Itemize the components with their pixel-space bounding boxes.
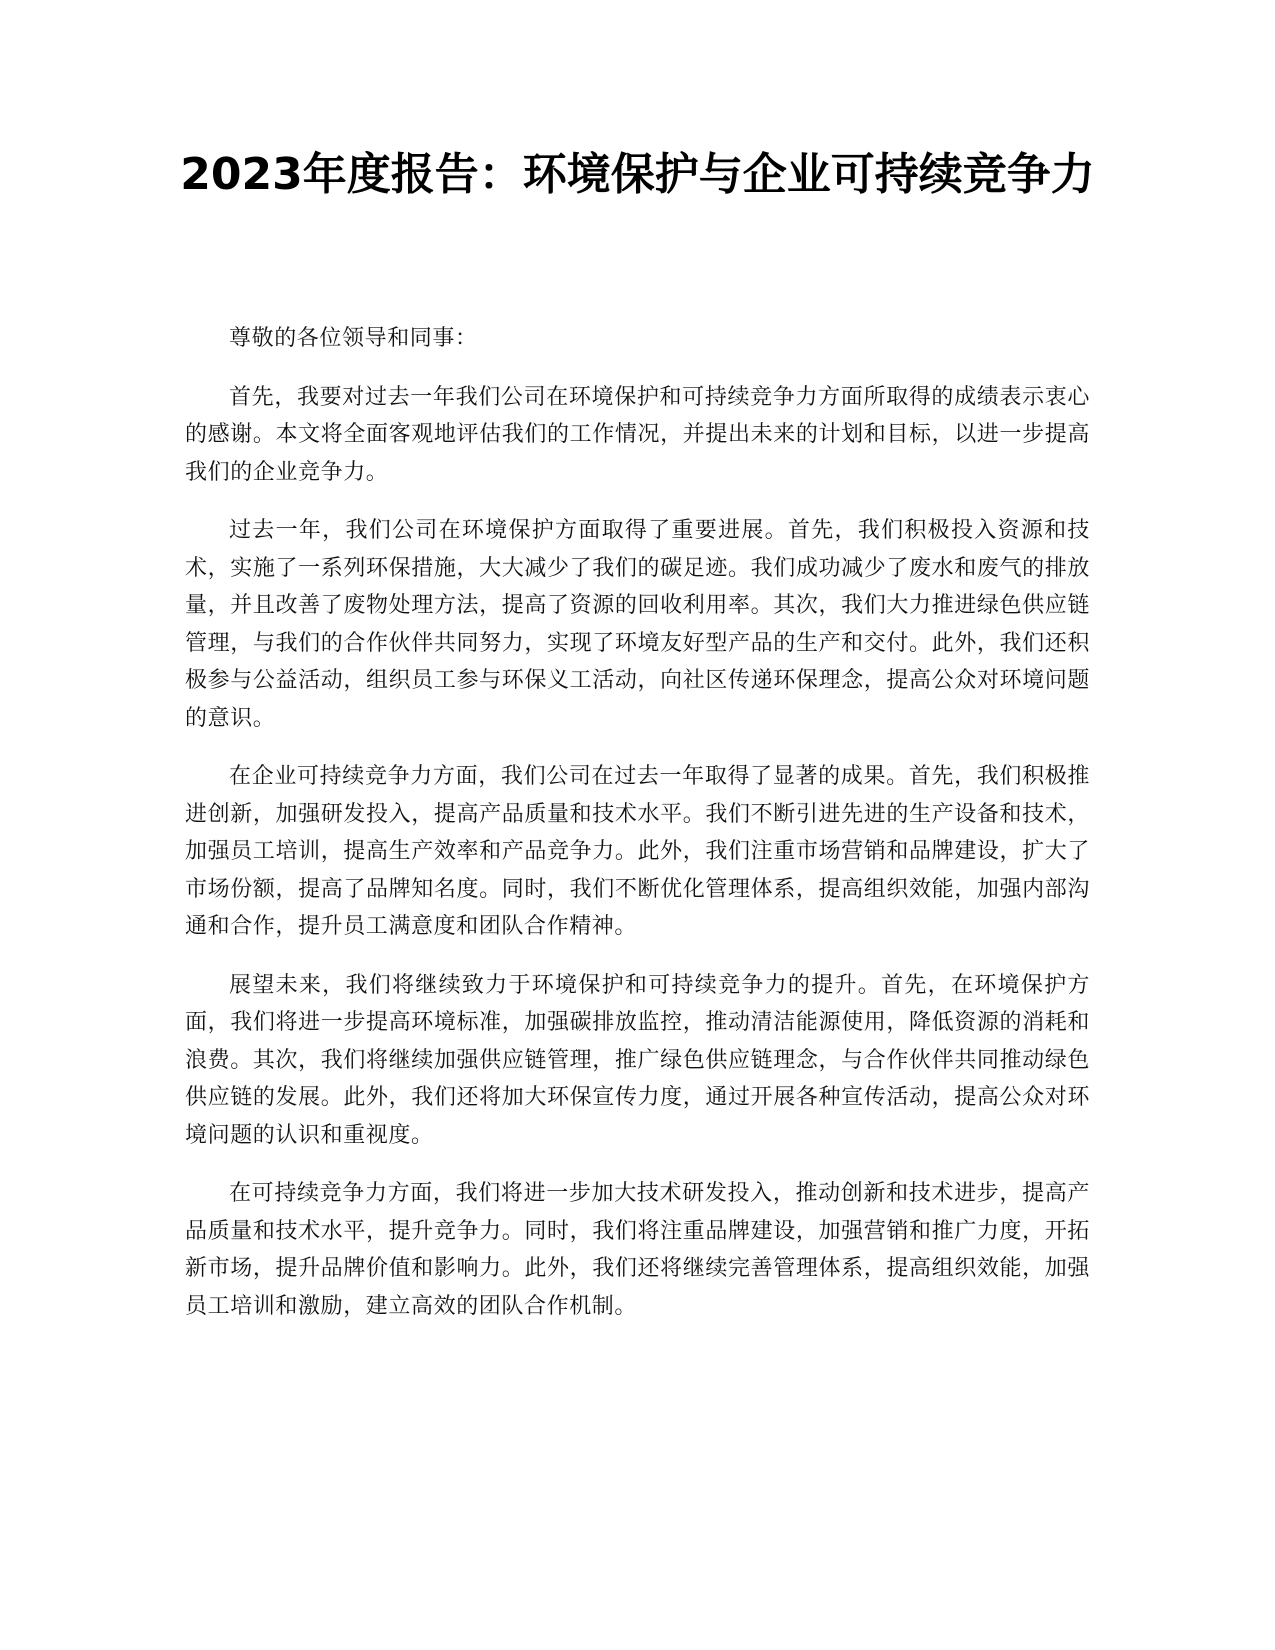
paragraph-competitiveness-results: 在企业可持续竞争力方面，我们公司在过去一年取得了显著的成果。首先，我们积极推进创新，加强研发投入，提高产品质量和技术水平。我们不断引进先进的生产设备和技术，加强员工培训，提高生产效率和产品竞争力。此外，我们注重市场营销和品牌建设，扩大了市场份额，提高了品牌知名度。同时，我们不断优化管理体系，提高组织效能，加强内部沟通和合作，提升员工满意度和团队合作精神。 bbox=[185, 764, 1090, 939]
paragraph-future-competitiveness: 在可持续竞争力方面，我们将进一步加大技术研发投入，推动创新和技术进步，提高产品质量和技术水平，提升竞争力。同时，我们将注重品牌建设，加强营销和推广力度，开拓新市场，提升品牌价值和影响力。此外，我们还将继续完善管理体系，提高组织效能，加强员工培训和激励，建立高效的团队合作机制。 bbox=[185, 1181, 1090, 1319]
paragraph-environmental-progress: 过去一年，我们公司在环境保护方面取得了重要进展。首先，我们积极投入资源和技术，实施了一系列环保措施，大大减少了我们的碳足迹。我们成功减少了废水和废气的排放量，并且改善了废物处理方法，提高了资源的回收利用率。其次，我们大力推进绿色供应链管理，与我们的合作伙伴共同努力，实现了环境友好型产品的生产和交付。此外，我们还积极参与公益活动，组织员工参与环保义工活动，向社区传递环保理念，提高公众对环境问题的意识。 bbox=[185, 518, 1090, 731]
document-title: 2023年度报告：环境保护与企业可持续竞争力 bbox=[180, 149, 1095, 200]
paragraph-intro: 首先，我要对过去一年我们公司在环境保护和可持续竞争力方面所取得的成绩表示衷心的感谢。本文将全面客观地评估我们的工作情况，并提出未来的计划和目标，以进一步提高我们的企业竞争力。 bbox=[185, 384, 1090, 485]
salutation: 尊敬的各位领导和同事： bbox=[229, 326, 478, 351]
paragraph-future-outlook: 展望未来，我们将继续致力于环境保护和可持续竞争力的提升。首先，在环境保护方面，我们将进一步提高环境标准，加强碳排放监控，推动清洁能源使用，降低资源的消耗和浪费。其次，我们将继续加强供应链管理，推广绿色供应链理念，与合作伙伴共同推动绿色供应链的发展。此外，我们还将加大环保宣传力度，通过开展各种宣传活动，提高公众对环境问题的认识和重视度。 bbox=[185, 972, 1090, 1148]
document-body bbox=[185, 320, 1090, 1346]
